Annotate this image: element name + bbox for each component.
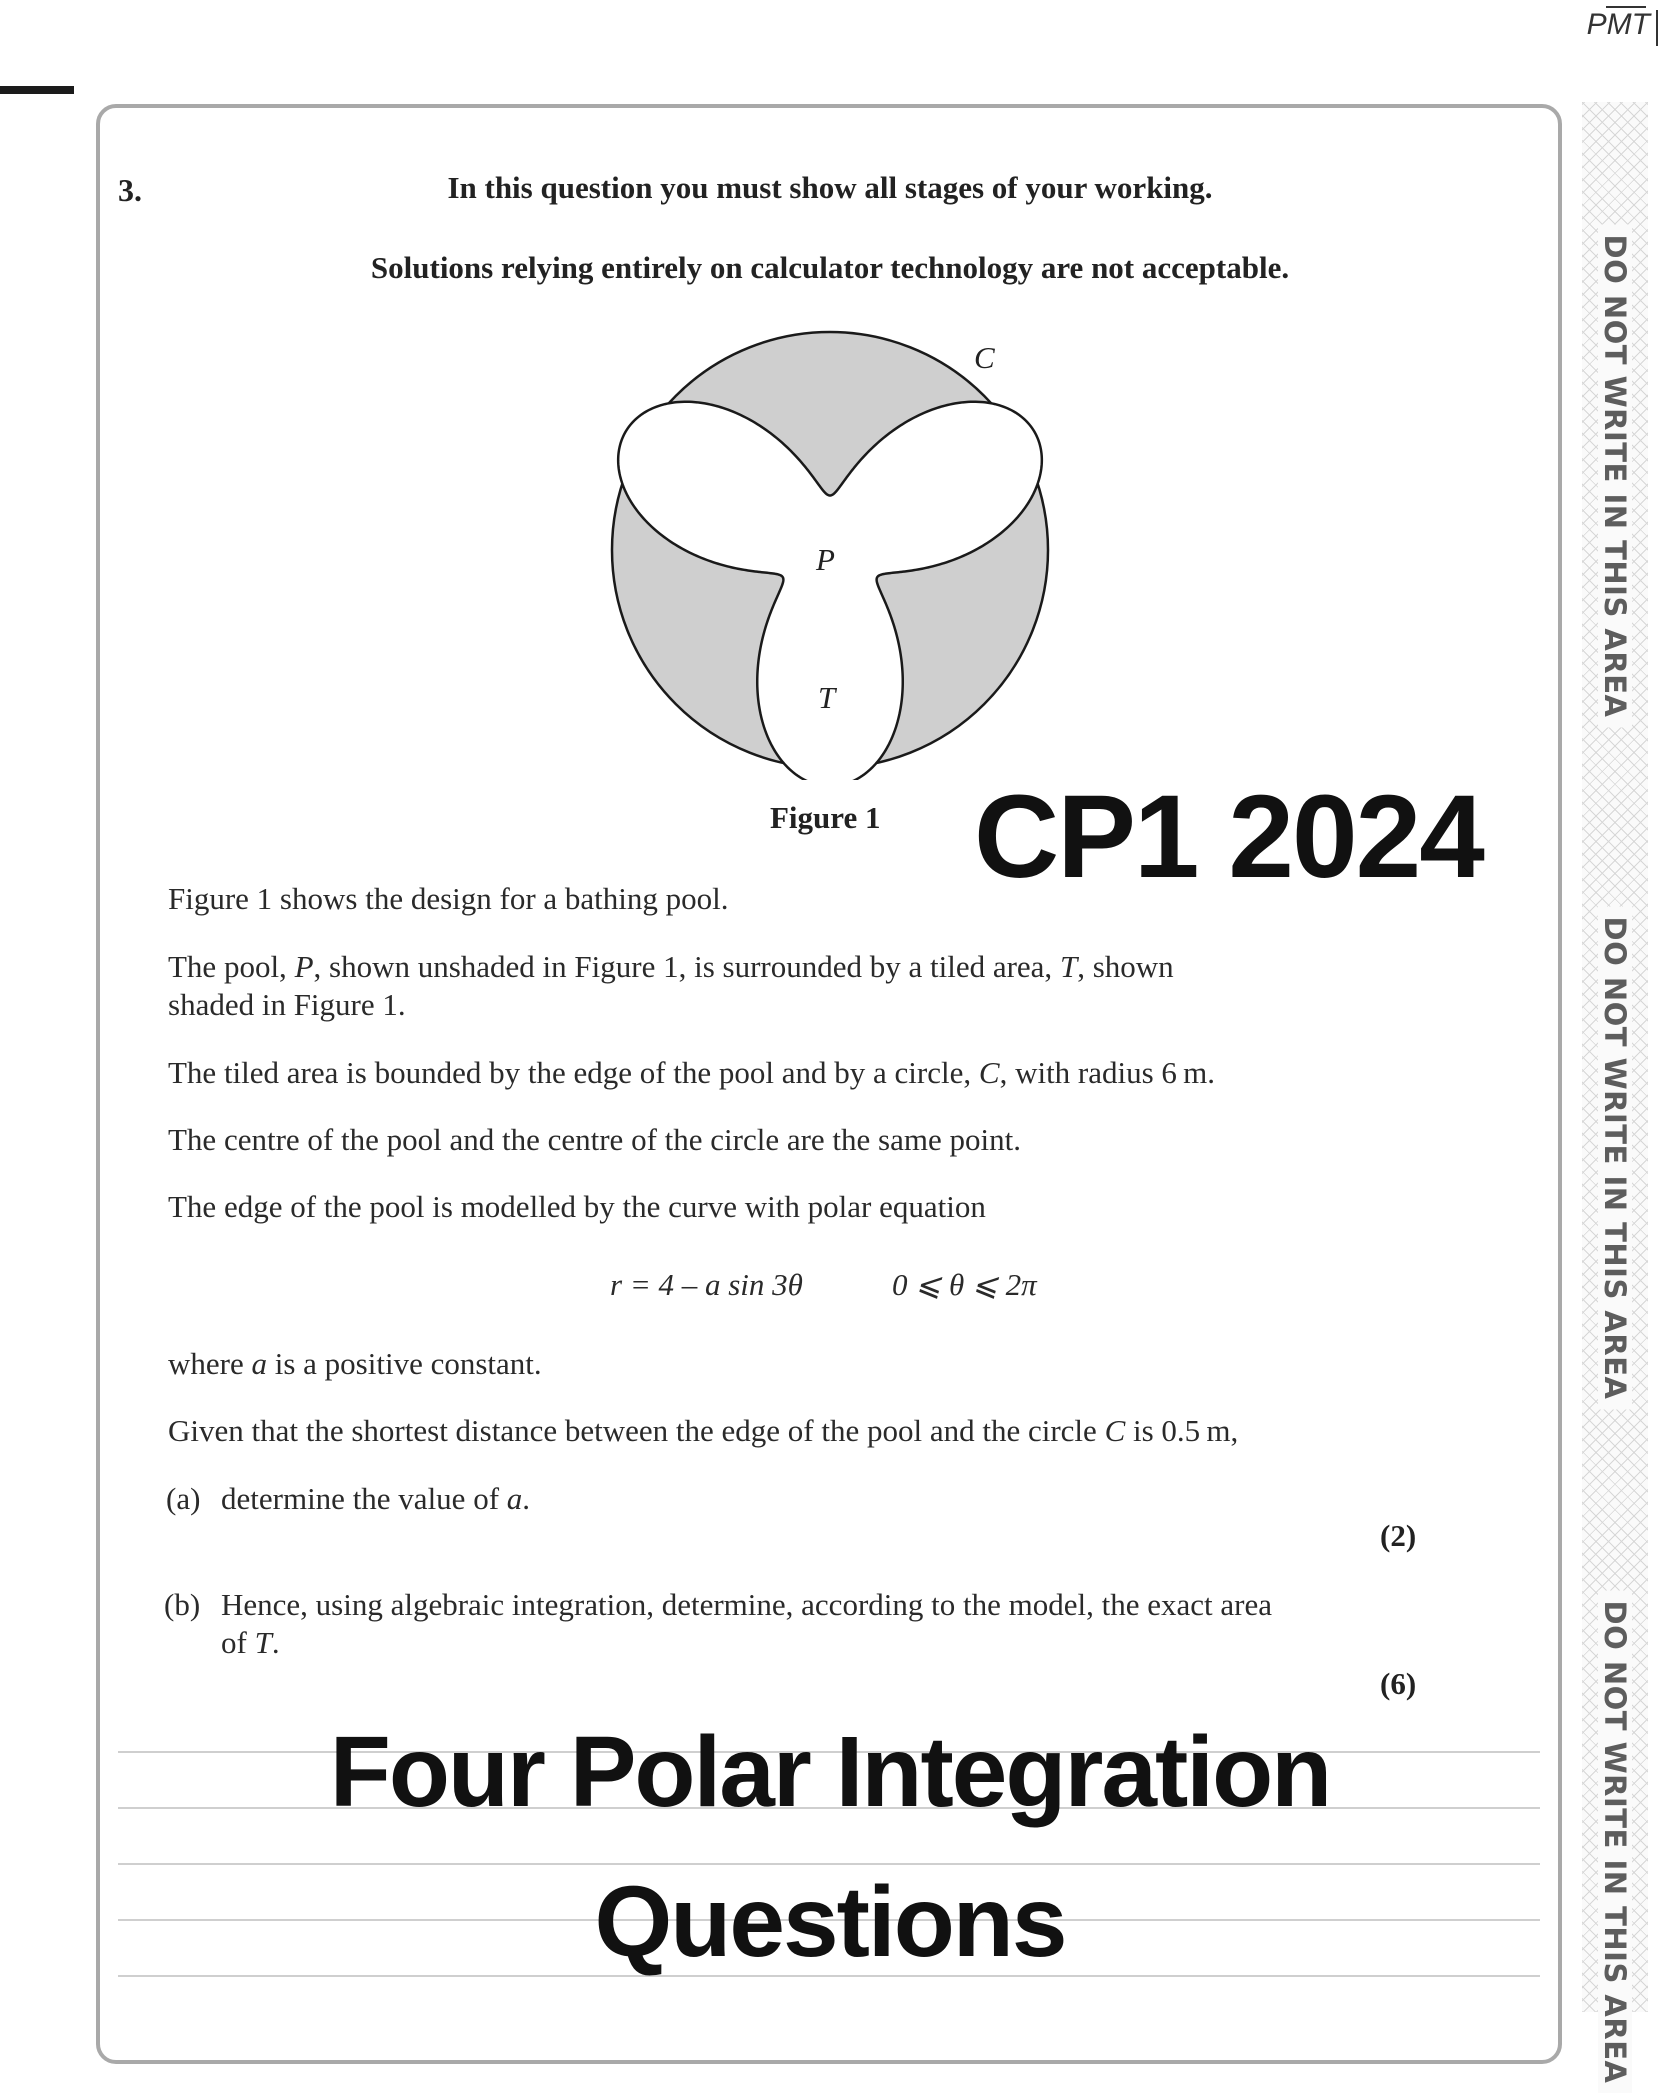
pmt-logo-overline — [1606, 6, 1646, 8]
text-run: . — [271, 1625, 280, 1660]
var-c: C — [1104, 1413, 1126, 1448]
margin-warning: DO NOT WRITE IN THIS AREA — [1598, 907, 1632, 1410]
var-t: T — [254, 1625, 272, 1660]
figure-caption: Figure 1 — [770, 800, 881, 835]
text-run: The tiled area is bounded by the edge of the pool and by a circle, — [168, 1055, 979, 1090]
page-edge-mark — [0, 86, 74, 94]
margin-warning: DO NOT WRITE IN THIS AREA — [1598, 225, 1632, 728]
paragraph-constant — [168, 1345, 542, 1383]
text-run: where — [168, 1346, 252, 1381]
part-a-marks: (2) — [1380, 1518, 1417, 1553]
text-run: , shown — [1077, 949, 1174, 984]
var-p: P — [294, 949, 314, 984]
instruction-calculator: Solutions relying entirely on calculator technology are not acceptable. — [370, 250, 1290, 285]
text-run: of — [221, 1625, 255, 1660]
paragraph-intro: Figure 1 shows the design for a bathing pool. — [168, 881, 729, 916]
paragraph-given — [168, 1412, 1238, 1450]
var-t: T — [1059, 949, 1078, 984]
text-run: , with radius 6 m. — [999, 1055, 1216, 1090]
var-a: a — [251, 1346, 267, 1381]
text-run: shaded in Figure 1. — [168, 987, 406, 1022]
margin-warning: DO NOT WRITE IN THIS AREA — [1598, 1591, 1632, 2093]
equation-curve: r = 4 – a sin 3θ — [610, 1267, 803, 1302]
pmt-logo-bar — [1656, 10, 1658, 46]
text-run: . — [522, 1481, 531, 1516]
text-run: , shown unshaded in Figure 1, is surrounded by a tiled area, — [313, 949, 1060, 984]
instruction-working: In this question you must show all stages of your working. — [447, 170, 1213, 205]
part-b-label: (b) — [164, 1587, 201, 1622]
text-run: Hence, using algebraic integration, determine, according to the model, the exact area — [221, 1587, 1272, 1622]
text-run: determine the value of — [221, 1481, 507, 1516]
question-number: 3. — [118, 172, 142, 208]
text-run: The pool, — [168, 949, 295, 984]
var-c: C — [978, 1055, 1000, 1090]
equation-domain: 0 ⩽ θ ⩽ 2π — [892, 1267, 1037, 1302]
text-run: is a positive constant. — [266, 1346, 542, 1381]
label-c: C — [974, 340, 995, 375]
text-run: is 0.5 m, — [1125, 1413, 1239, 1448]
label-t: T — [818, 680, 836, 715]
paragraph-centre: The centre of the pool and the centre of the circle are the same point. — [168, 1122, 1021, 1157]
overlay-title-line-2: Questions — [594, 1866, 1066, 1978]
part-a-text — [221, 1480, 530, 1518]
part-b-marks: (6) — [1380, 1666, 1417, 1701]
paragraph-circle — [168, 1054, 1215, 1092]
overlay-badge: CP1 2024 — [974, 771, 1483, 903]
part-a-label: (a) — [166, 1481, 201, 1516]
label-p: P — [816, 542, 835, 577]
var-a: a — [506, 1481, 523, 1516]
part-b-text — [221, 1586, 1401, 1662]
text-run: Given that the shortest distance between the edge of the pool and the circle — [168, 1413, 1105, 1448]
pmt-logo: PMT — [1586, 8, 1650, 41]
paragraph-edge: The edge of the pool is modelled by the curve with polar equation — [168, 1189, 986, 1224]
overlay-title-line-1: Four Polar Integration — [329, 1716, 1331, 1828]
paragraph-pool-description — [168, 948, 1318, 1024]
